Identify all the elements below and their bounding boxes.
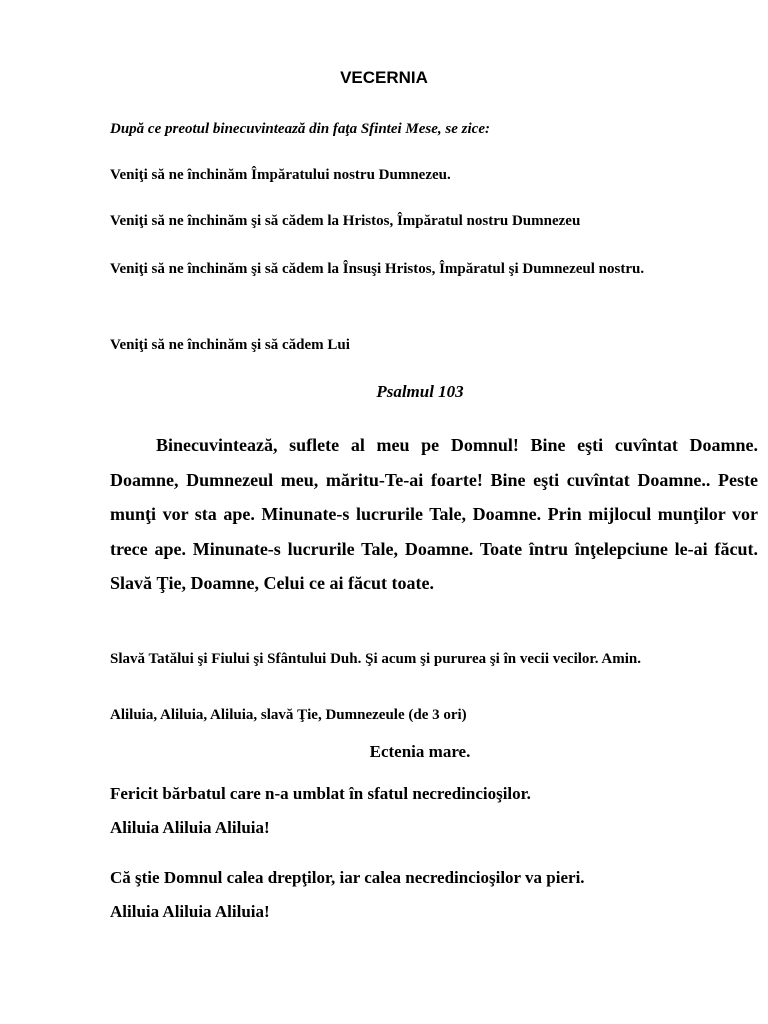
doxology: Slavă Tatălui şi Fiului şi Sfântului Duh. Şi acum şi pururea şi în vecii vecilor. Amin. [110, 651, 641, 667]
psalm-title: Psalmul 103 [376, 382, 464, 401]
ectenia-heading: Ectenia mare. [369, 742, 471, 761]
intro-rubric: După ce preotul binecuvintează din faţa Sfintei Mese, se zice: [110, 121, 490, 137]
stanza-1-alleluia: Aliluia Aliluia Aliluia! [110, 818, 270, 837]
stanza-2: Că ştie Domnul calea drepţilor, iar calea necredincioşilor va pieri. [110, 868, 585, 887]
document-title: VECERNIA [340, 68, 428, 87]
psalm-text: Binecuvintează, suflete al meu pe Domnul! Bine eşti cuvîntat Doamne. Doamne, Dumnezeul meu, măritu-Te-ai foarte! Bine eşti cuvîntat Doamne.. Peste munţi vor sta ape. Minunate-s lucrurile Tale, Doamne. Prin mijlocul munţilor vor trece ape. Minunate-s lucrurile Tale, Doamne. Toate întru înţelepciune le-ai făcut. Slavă Ţie, Doamne, Celui ce ai făcut toate. [110, 435, 758, 593]
alleluia-line: Aliluia, Aliluia, Aliluia, slavă Ţie, Dumnezeule (de 3 ori) [110, 707, 467, 723]
stanza-1: Fericit bărbatul care n-a umblat în sfatul necredincioşilor. [110, 784, 531, 803]
verse-2: Veniţi să ne închinăm şi să cădem la Hristos, Împăratul nostru Dumnezeu [110, 213, 581, 229]
stanza-2-alleluia: Aliluia Aliluia Aliluia! [110, 902, 270, 921]
verse-3: Veniţi să ne închinăm şi să cădem la Însuşi Hristos, Împăratul şi Dumnezeul nostru. [110, 261, 645, 277]
verse-1: Veniţi să ne închinăm Împăratului nostru Dumnezeu. [110, 167, 451, 183]
verse-4: Veniţi să ne închinăm şi să cădem Lui [110, 337, 350, 353]
